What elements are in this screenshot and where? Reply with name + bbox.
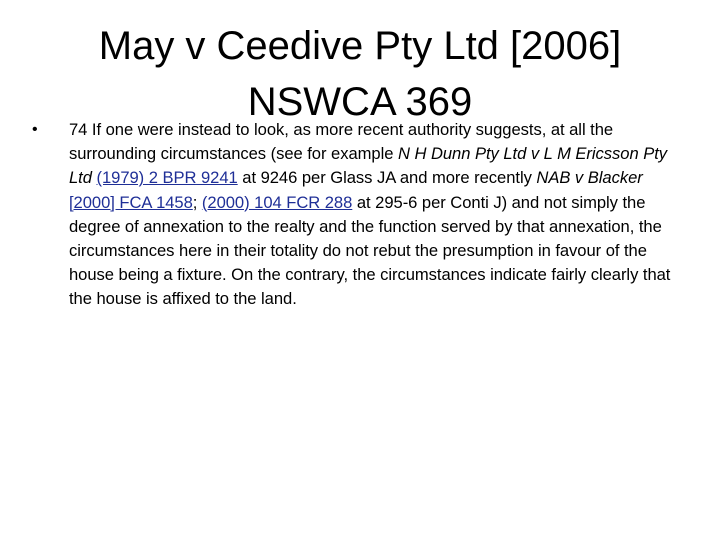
case-name-nab-v-blacker: NAB v Blacker [536,168,643,188]
case-name-dunn-v-ericsson: N H Dunn Pty Ltd v L M Ericsson Pty Ltd [69,144,668,188]
paragraph-text-6: at 295-6 per Conti J) and not simply the degree of annexation to the realty and the function served by that annexation, the circumstances here in their totality do not rebut the presumption in favour of the house being a fixture. On the contrary, the circumstances indicate fairly clearly that the house is affixed to the land. [69,192,671,309]
title-line-2: NSWCA 369 [247,80,473,124]
citation-link-1979-bpr-9241[interactable]: (1979) 2 BPR 9241 [96,168,238,188]
paragraph-text-3: at 9246 per Glass JA and more recently [237,168,537,188]
citation-link-2000-fca-1458[interactable]: [2000] FCA 1458 [69,192,193,212]
bullet-marker: • [32,121,38,138]
paragraph-text-1: 74 If one were instead to look, as more recent authority suggests, at all the surrounding circumstances (see for example [69,120,614,164]
citation-link-2000-fcr-288[interactable]: (2000) 104 FCR 288 [201,192,353,212]
slide-title [50,18,670,130]
title-line-1: May v Ceedive Pty Ltd [2006] [98,24,622,68]
paragraph-text-5: ; [192,192,202,212]
bullet-item [32,118,692,312]
bullet-list [32,118,692,312]
